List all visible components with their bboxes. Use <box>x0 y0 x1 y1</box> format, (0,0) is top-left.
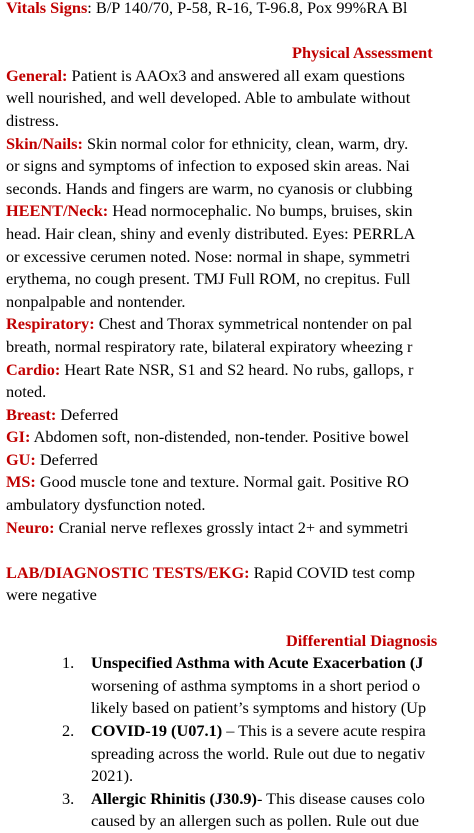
skin-label: Skin/Nails: <box>6 133 83 153</box>
document-page <box>6 0 474 833</box>
ms-line-1 <box>6 471 474 494</box>
general-label: General: <box>6 65 68 85</box>
neuro-line <box>6 517 474 540</box>
lab-line-1 <box>6 562 474 585</box>
gu-text: Deferred <box>35 449 98 469</box>
skin-text-1: Skin normal color for ethnicity, clean, warm, dry. <box>82 133 409 153</box>
neuro-label: Neuro: <box>6 517 55 537</box>
vitals-label: Vitals Signs <box>6 0 88 17</box>
skin-line-1 <box>6 133 474 156</box>
ms-line-2: ambulatory dysfunction noted. <box>6 495 206 515</box>
diagnosis-rest-2: – This is a severe acute respira <box>222 721 426 740</box>
diagnosis-2-line-1: spreading across the world. Rule out due to negativ <box>91 743 426 763</box>
heent-line-2: head. Hair clean, shiny and evenly distributed. Eyes: PERRLA <box>6 223 416 243</box>
cardio-line-1 <box>6 359 474 382</box>
vitals-line <box>6 0 474 20</box>
diagnosis-title-3: Allergic Rhinitis (J30.9) <box>91 788 257 808</box>
general-text-1: Patient is AAOx3 and answered all exam questions <box>67 65 405 85</box>
lab-line-2: were negative <box>6 585 97 605</box>
general-line-2: well nourished, and well developed. Able to ambulate without <box>6 88 411 108</box>
heent-text-1: Head normocephalic. No bumps, bruises, skin <box>108 201 413 221</box>
skin-line-2: or signs and symptoms of infection to exposed skin areas. Nai <box>6 156 410 176</box>
breast-line <box>6 404 474 427</box>
neuro-text: Cranial nerve reflexes grossly intact 2+ and symmetri <box>54 517 409 537</box>
general-line-3: distress. <box>6 110 59 130</box>
diagnosis-2-line-2: 2021). <box>91 766 134 786</box>
heent-line-1 <box>6 200 474 223</box>
diagnosis-item-1 <box>6 652 474 675</box>
diagnosis-rest-3: - This disease causes colo <box>256 788 425 808</box>
heent-line-5: nonpalpable and nontender. <box>6 291 186 311</box>
gu-label: GU: <box>6 449 36 469</box>
lab-text-1: Rapid COVID test comp <box>249 562 416 582</box>
spacer <box>6 607 474 630</box>
gi-text: Abdomen soft, non-distended, non-tender. Positive bowel <box>30 427 409 447</box>
gi-label: GI: <box>6 427 31 447</box>
respiratory-label: Respiratory: <box>6 314 95 334</box>
respiratory-line-1 <box>6 313 474 336</box>
heent-label: HEENT/Neck: <box>6 201 109 221</box>
gu-line <box>6 449 474 472</box>
diagnosis-1-line-2: likely based on patient’s symptoms and history (Up <box>91 698 427 718</box>
breast-label: Breast: <box>6 404 57 424</box>
diagnosis-title-1: Unspecified Asthma with Acute Exacerbation (J <box>91 653 424 673</box>
skin-line-3: seconds. Hands and fingers are warm, no cyanosis or clubbing <box>6 178 413 198</box>
respiratory-text-1: Chest and Thorax symmetrical nontender on pal <box>94 314 413 334</box>
heent-line-4: erythema, no cough present. TMJ Full ROM, no crepitus. Full <box>6 269 411 289</box>
breast-text: Deferred <box>56 404 119 424</box>
heent-line-3: or excessive cerumen noted. Nose: normal in shape, symmetri <box>6 246 411 266</box>
diagnosis-title-2: COVID-19 (U07.1) <box>91 721 223 740</box>
cardio-label: Cardio: <box>6 359 61 379</box>
cardio-line-2: noted. <box>6 382 47 402</box>
respiratory-line-2: breath, normal respiratory rate, bilateral expiratory wheezing r <box>6 336 413 356</box>
diagnosis-item-2 <box>6 720 474 743</box>
diagnosis-number-2: 2. <box>62 721 75 740</box>
diagnosis-number-3: 3. <box>62 788 75 808</box>
physical-assessment-heading: Physical Assessment <box>292 43 433 63</box>
spacer <box>6 20 474 43</box>
ms-text-1: Good muscle tone and texture. Normal gait. Positive RO <box>35 472 409 492</box>
gi-line <box>6 426 474 449</box>
diagnosis-3-line-1: caused by an allergen such as pollen. Rule out due <box>91 811 419 831</box>
diagnosis-number-1: 1. <box>62 653 75 673</box>
vitals-text: : B/P 140/70, P-58, R-16, T-96.8, Pox 99%RA Bl <box>87 0 408 17</box>
lab-label: LAB/DIAGNOSTIC TESTS/EKG: <box>6 562 250 582</box>
general-line-1 <box>6 65 474 88</box>
spacer <box>6 539 474 562</box>
cardio-text-1: Heart Rate NSR, S1 and S2 heard. No rubs, gallops, r <box>60 359 414 379</box>
ms-label: MS: <box>6 472 36 492</box>
diagnosis-1-line-1: worsening of asthma symptoms in a short period o <box>91 675 421 695</box>
differential-diagnosis-heading: Differential Diagnosis <box>286 630 438 650</box>
